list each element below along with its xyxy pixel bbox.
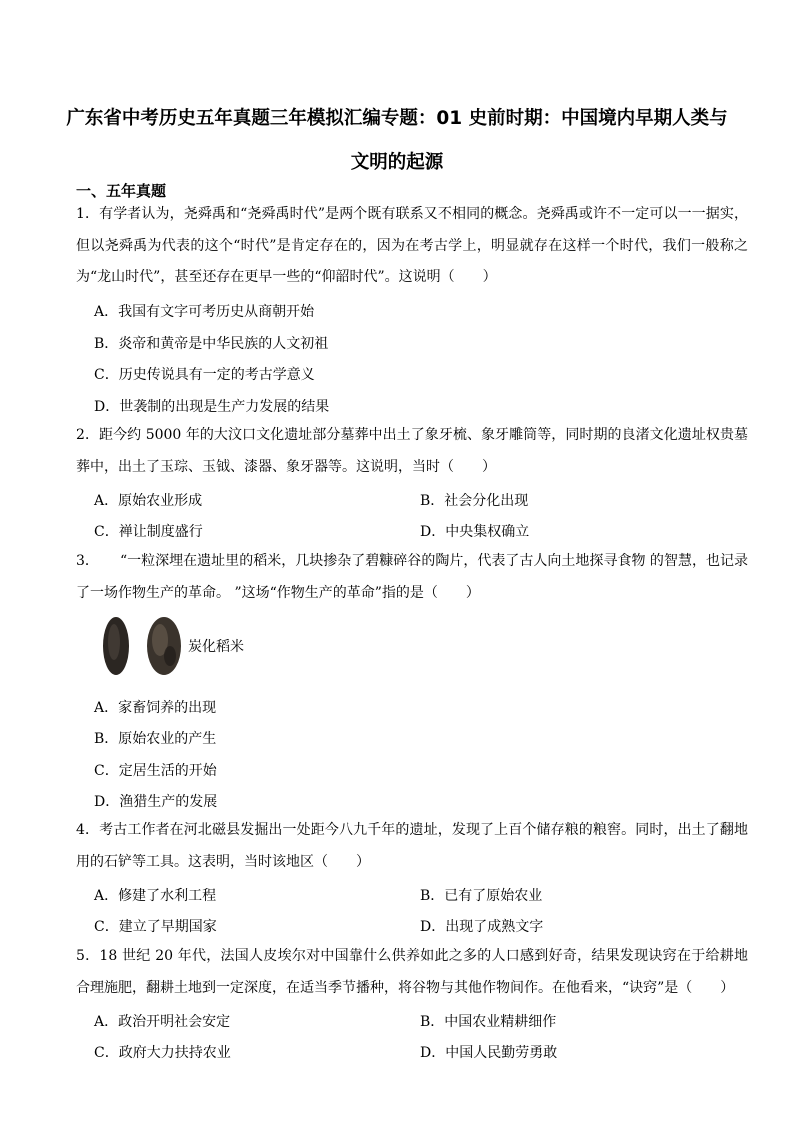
question-1-option-c[interactable]: C．历史传说具有一定的考古学意义 (94, 367, 315, 383)
question-1-option-d[interactable]: D．世袭制的出现是生产力发展的结果 (94, 399, 330, 415)
question-4-option-d[interactable]: D．出现了成熟文字 (420, 919, 544, 935)
question-5-option-a[interactable]: A．政治开明社会安定 (94, 1014, 231, 1030)
question-1-text: 1．有学者认为，尧舜禹和“尧舜禹时代”是两个既有联系又不相同的概念。尧舜禹或许不一定可以一一据实，但以尧舜禹为代表的这个“时代”是肯定存在的，因为在考古学上，明显就存在这样一个时代，我们一般称之为“龙山时代”，甚至还存在更早一些的“仰韶时代”。这说明（ ） (76, 206, 748, 285)
question-3-option-b[interactable]: B．原始农业的产生 (94, 731, 217, 747)
image-caption: 炭化稻米 (188, 639, 244, 655)
question-1-option-a[interactable]: A．我国有文字可考历史从商朝开始 (94, 304, 315, 320)
question-3-option-c[interactable]: C．定居生活的开始 (94, 763, 217, 779)
question-3-text: 3． “一粒深埋在遗址里的稻米，几块掺杂了碧糠碎谷的陶片，代表了古人向土地探寻食物 的智慧，也记录了一场作物生产的革命。 ”这场“作物生产的革命”指的是（ ） (76, 553, 748, 601)
page-title: 广东省中考历史五年真题三年模拟汇编专题：01 史前时期：中国境内早期人类与 (66, 108, 728, 129)
question-2-option-b[interactable]: B．社会分化出现 (420, 493, 529, 509)
question-5-text: 5．18 世纪 20 年代，法国人皮埃尔对中国靠什么供养如此之多的人口感到好奇，结果发现诀窍在于给耕地合理施肥，翻耕土地到一定深度，在适当季节播种，将谷物与其他作物间作。在他看来，“诀窍”是（ ） (76, 948, 748, 996)
page-title-continued: 文明的起源 (350, 152, 444, 173)
question-4-option-a[interactable]: A．修建了水利工程 (94, 888, 217, 904)
question-3-option-d[interactable]: D．渔猎生产的发展 (94, 794, 218, 810)
question-4-option-b[interactable]: B．已有了原始农业 (420, 888, 543, 904)
question-4-option-c[interactable]: C．建立了早期国家 (94, 919, 217, 935)
question-5-option-b[interactable]: B．中国农业精耕细作 (420, 1014, 557, 1030)
question-2-option-a[interactable]: A．原始农业形成 (94, 493, 203, 509)
question-5-option-c[interactable]: C．政府大力扶持农业 (94, 1045, 231, 1061)
question-3-option-a[interactable]: A．家畜饲养的出现 (94, 700, 217, 716)
question-2-option-d[interactable]: D．中央集权确立 (420, 524, 530, 540)
question-4-text: 4．考古工作者在河北磁县发掘出一处距今八九千年的遗址，发现了上百个储存粮的粮窖。同时，出土了翻地用的石铲等工具。这表明，当时该地区（ ） (76, 822, 748, 870)
question-5-option-d[interactable]: D．中国人民勤劳勇敢 (420, 1045, 558, 1061)
question-2-text: 2．距今约 5000 年的大汶口文化遗址部分墓葬中出土了象牙梳、象牙雕筒等，同时期的良渚文化遗址权贵墓葬中，出土了玉琮、玉钺、漆器、象牙器等。这说明，当时（ ） (76, 427, 748, 475)
question-1-option-b[interactable]: B．炎帝和黄帝是中华民族的人文初祖 (94, 336, 329, 352)
question-2-option-c[interactable]: C．禅让制度盛行 (94, 524, 203, 540)
section-heading: 一、五年真题 (76, 182, 167, 200)
